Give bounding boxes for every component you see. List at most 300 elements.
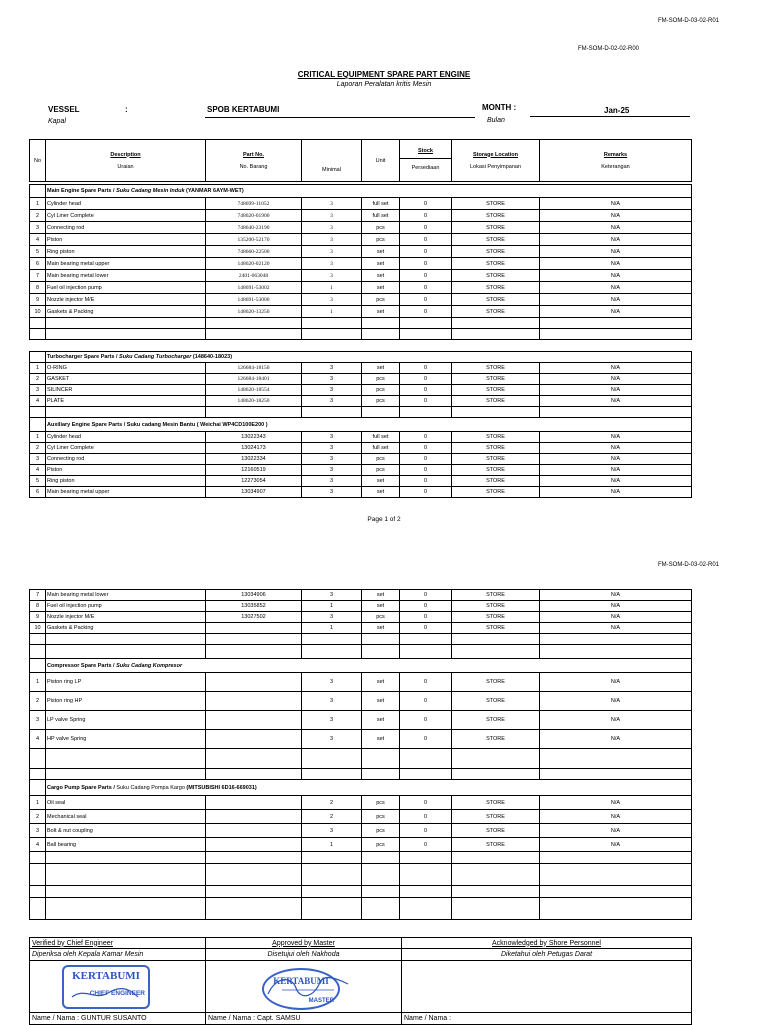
main-engine-row xyxy=(30,246,692,258)
cargo-pump-unit-cell: pcs xyxy=(362,810,400,824)
main-engine-loc-cell: STORE xyxy=(452,294,540,306)
document-subtitle: Laporan Peralatan kritis Mesin xyxy=(336,81,432,88)
compressor-no-cell: 1 xyxy=(30,673,46,692)
compressor-stock-cell: 0 xyxy=(400,692,452,711)
auxiliary-min-cell: 3 xyxy=(302,454,362,465)
main-engine-unit-cell: set xyxy=(362,306,400,318)
auxiliary-cont-rem-cell: N/A xyxy=(540,590,692,601)
turbocharger-rem-cell: N/A xyxy=(540,385,692,396)
auxiliary-cont-rem-cell: N/A xyxy=(540,623,692,634)
auxiliary-cont-min-cell: 3 xyxy=(302,590,362,601)
header-storage xyxy=(452,140,540,182)
stamp1-text-bottom: CHIEF ENGINEER xyxy=(89,990,145,997)
auxiliary-min-cell: 3 xyxy=(302,487,362,498)
cargo-pump-unit-cell: pcs xyxy=(362,838,400,852)
main-engine-no-cell: 9 xyxy=(30,294,46,306)
compressor-desc-cell: Piston ring HP xyxy=(46,692,206,711)
cargo-pump-loc-cell: STORE xyxy=(452,838,540,852)
turbocharger-stock-cell: 0 xyxy=(400,385,452,396)
compressor-desc-cell: LP valve Spring xyxy=(46,711,206,730)
form-code-page2: FM-SOM-D-03-02-R01 xyxy=(658,562,720,568)
compressor-rem-cell: N/A xyxy=(540,730,692,749)
header-minimal: Minimal xyxy=(302,140,362,182)
compressor-rem-cell: N/A xyxy=(540,692,692,711)
main-engine-part-cell: 2401-063048 xyxy=(206,270,302,282)
auxiliary-min-cell: 3 xyxy=(302,443,362,454)
auxiliary-part-cell: 12273054 xyxy=(206,476,302,487)
auxiliary-cont-min-cell: 1 xyxy=(302,601,362,612)
compressor-unit-cell: set xyxy=(362,692,400,711)
auxiliary-cont-min-cell: 1 xyxy=(302,623,362,634)
auxiliary-cont-unit-cell: set xyxy=(362,601,400,612)
header-part-no xyxy=(206,140,302,182)
turbocharger-row xyxy=(30,374,692,385)
main-engine-row xyxy=(30,270,692,282)
compressor-unit-cell: set xyxy=(362,711,400,730)
main-engine-min-cell: 3 xyxy=(302,270,362,282)
auxiliary-no-cell: 1 xyxy=(30,432,46,443)
main-engine-unit-cell: pcs xyxy=(362,234,400,246)
turbocharger-no-cell: 2 xyxy=(30,374,46,385)
compressor-rem-cell: N/A xyxy=(540,673,692,692)
cargo-pump-stock-cell: 0 xyxy=(400,824,452,838)
section-compressor-title: Compressor Spare Parts / Suku Cadang Kompresor xyxy=(46,659,692,673)
compressor-part-cell xyxy=(206,692,302,711)
main-engine-part-cell: 148620-02120 xyxy=(206,258,302,270)
main-engine-unit-cell: set xyxy=(362,282,400,294)
compressor-stock-cell: 0 xyxy=(400,730,452,749)
main-engine-desc-cell: Connecting rod xyxy=(46,222,206,234)
turbocharger-unit-cell: pcs xyxy=(362,374,400,385)
main-engine-desc-cell: Gaskets & Packing xyxy=(46,306,206,318)
main-engine-row xyxy=(30,294,692,306)
turbocharger-unit-cell: pcs xyxy=(362,396,400,407)
auxiliary-stock-cell: 0 xyxy=(400,465,452,476)
main-engine-part-cell: 748699-11052 xyxy=(206,198,302,210)
cargo-pump-part-cell xyxy=(206,796,302,810)
main-engine-loc-cell: STORE xyxy=(452,246,540,258)
compressor-loc-cell: STORE xyxy=(452,730,540,749)
auxiliary-loc-cell: STORE xyxy=(452,465,540,476)
header-row xyxy=(30,140,692,182)
main-engine-row xyxy=(30,234,692,246)
main-engine-rem-cell: N/A xyxy=(540,270,692,282)
main-engine-no-cell: 3 xyxy=(30,222,46,234)
main-engine-desc-cell: Main bearing metal lower xyxy=(46,270,206,282)
chief-engineer-signature-scribble xyxy=(70,985,140,1003)
turbocharger-rem-cell: N/A xyxy=(540,363,692,374)
cargo-pump-part-cell xyxy=(206,838,302,852)
turbocharger-loc-cell: STORE xyxy=(452,374,540,385)
month-value: Jan-25 xyxy=(604,106,630,115)
auxiliary-no-cell: 2 xyxy=(30,443,46,454)
auxiliary-no-cell: 4 xyxy=(30,465,46,476)
main-engine-loc-cell: STORE xyxy=(452,210,540,222)
main-engine-part-cell: 748640-23190 xyxy=(206,222,302,234)
vessel-label: VESSEL xyxy=(48,105,80,114)
auxiliary-cont-row xyxy=(30,623,692,634)
header-stock xyxy=(400,140,452,182)
turbocharger-stock-cell: 0 xyxy=(400,396,452,407)
header-remarks-en: Remarks xyxy=(603,151,628,158)
auxiliary-cont-desc-cell: Main bearing metal lower xyxy=(46,590,206,601)
section-auxiliary xyxy=(30,418,692,432)
auxiliary-min-cell: 3 xyxy=(302,432,362,443)
main-engine-no-cell: 1 xyxy=(30,198,46,210)
turbocharger-unit-cell: set xyxy=(362,363,400,374)
auxiliary-rem-cell: N/A xyxy=(540,487,692,498)
header-stock-id: Persediaan xyxy=(411,165,440,171)
turbocharger-min-cell: 3 xyxy=(302,374,362,385)
main-engine-loc-cell: STORE xyxy=(452,198,540,210)
main-engine-rem-cell: N/A xyxy=(540,198,692,210)
turbocharger-part-cell: 126684-18150 xyxy=(206,363,302,374)
auxiliary-stock-cell: 0 xyxy=(400,443,452,454)
compressor-rem-cell: N/A xyxy=(540,711,692,730)
turbocharger-loc-cell: STORE xyxy=(452,363,540,374)
compressor-min-cell: 3 xyxy=(302,692,362,711)
auxiliary-stock-cell: 0 xyxy=(400,454,452,465)
auxiliary-desc-cell: Piston xyxy=(46,465,206,476)
cargo-pump-no-cell: 1 xyxy=(30,796,46,810)
auxiliary-unit-cell: set xyxy=(362,487,400,498)
main-engine-loc-cell: STORE xyxy=(452,234,540,246)
auxiliary-cont-unit-cell: set xyxy=(362,590,400,601)
auxiliary-loc-cell: STORE xyxy=(452,454,540,465)
auxiliary-no-cell: 3 xyxy=(30,454,46,465)
cargo-pump-row xyxy=(30,838,692,852)
main-engine-rem-cell: N/A xyxy=(540,222,692,234)
approved-by-label: Approved by Master xyxy=(206,938,402,949)
compressor-stock-cell: 0 xyxy=(400,711,452,730)
header-part-no-id: No. Barang xyxy=(239,163,268,170)
main-engine-part-cell: 748660-22500 xyxy=(206,246,302,258)
auxiliary-stock-cell: 0 xyxy=(400,476,452,487)
header-storage-id: Lokasi Penyimpanan xyxy=(469,163,522,170)
compressor-part-cell xyxy=(206,711,302,730)
main-engine-min-cell: 3 xyxy=(302,198,362,210)
header-remarks xyxy=(540,140,692,182)
name-shore: Name / Nama : xyxy=(402,1013,692,1025)
main-engine-min-cell: 3 xyxy=(302,210,362,222)
auxiliary-cont-no-cell: 7 xyxy=(30,590,46,601)
turbocharger-part-cell: 148620-18250 xyxy=(206,396,302,407)
main-engine-unit-cell: full set xyxy=(362,210,400,222)
main-engine-loc-cell: STORE xyxy=(452,282,540,294)
section-main-engine-title: Main Engine Spare Parts / Suku Cadang Mesin Induk (YANMAR 6AYM-WET) xyxy=(46,185,692,198)
header-description-en: Description xyxy=(110,151,141,158)
cargo-pump-rem-cell: N/A xyxy=(540,824,692,838)
auxiliary-cont-unit-cell: pcs xyxy=(362,612,400,623)
auxiliary-desc-cell: Ring piston xyxy=(46,476,206,487)
turbocharger-rem-cell: N/A xyxy=(540,396,692,407)
cargo-pump-row xyxy=(30,796,692,810)
auxiliary-loc-cell: STORE xyxy=(452,476,540,487)
turbocharger-loc-cell: STORE xyxy=(452,396,540,407)
main-engine-stock-cell: 0 xyxy=(400,222,452,234)
section-turbocharger-title: Turbocharger Spare Parts / Suku Cadang Turbocharger (148640-18023) xyxy=(46,352,692,363)
vessel-underline xyxy=(205,117,475,118)
auxiliary-row xyxy=(30,443,692,454)
auxiliary-desc-cell: Cylinder head xyxy=(46,432,206,443)
auxiliary-cont-rem-cell: N/A xyxy=(540,601,692,612)
section-cargo-pump xyxy=(30,780,692,796)
compressor-part-cell xyxy=(206,673,302,692)
main-engine-part-cell: 148691-53002 xyxy=(206,282,302,294)
auxiliary-rem-cell: N/A xyxy=(540,432,692,443)
header-description-id: Uraian xyxy=(117,163,134,170)
cargo-pump-no-cell: 4 xyxy=(30,838,46,852)
main-engine-rem-cell: N/A xyxy=(540,246,692,258)
turbocharger-desc-cell: O-RING xyxy=(46,363,206,374)
auxiliary-unit-cell: pcs xyxy=(362,465,400,476)
auxiliary-desc-cell: Cyl Liner Complete xyxy=(46,443,206,454)
cargo-pump-no-cell: 3 xyxy=(30,824,46,838)
turbocharger-no-cell: 4 xyxy=(30,396,46,407)
main-engine-no-cell: 2 xyxy=(30,210,46,222)
auxiliary-cont-min-cell: 3 xyxy=(302,612,362,623)
compressor-row xyxy=(30,711,692,730)
stamp2-text-bottom: MASTER xyxy=(308,998,334,1004)
main-engine-desc-cell: Nozzle injector M/E xyxy=(46,294,206,306)
section-cargo-pump-title: Cargo Pump Spare Parts / Suku Cadang Pompa Kargo (MITSUBISHI 6D16-669031) xyxy=(46,780,692,796)
compressor-loc-cell: STORE xyxy=(452,673,540,692)
main-engine-stock-cell: 0 xyxy=(400,246,452,258)
auxiliary-cont-loc-cell: STORE xyxy=(452,623,540,634)
turbocharger-desc-cell: SILINCER xyxy=(46,385,206,396)
turbocharger-row xyxy=(30,385,692,396)
compressor-row xyxy=(30,673,692,692)
turbocharger-min-cell: 3 xyxy=(302,363,362,374)
cargo-pump-min-cell: 1 xyxy=(302,838,362,852)
compressor-no-cell: 4 xyxy=(30,730,46,749)
cargo-pump-unit-cell: pcs xyxy=(362,796,400,810)
auxiliary-cont-stock-cell: 0 xyxy=(400,590,452,601)
month-underline xyxy=(530,116,690,117)
section-compressor xyxy=(30,659,692,673)
vessel-value: SPOB KERTABUMI xyxy=(207,105,280,114)
turbocharger-loc-cell: STORE xyxy=(452,385,540,396)
main-engine-stock-cell: 0 xyxy=(400,198,452,210)
main-engine-stock-cell: 0 xyxy=(400,294,452,306)
main-engine-no-cell: 4 xyxy=(30,234,46,246)
compressor-loc-cell: STORE xyxy=(452,692,540,711)
auxiliary-row xyxy=(30,454,692,465)
main-engine-min-cell: 3 xyxy=(302,246,362,258)
auxiliary-cont-stock-cell: 0 xyxy=(400,623,452,634)
spare-part-table-page1 xyxy=(29,139,692,498)
compressor-min-cell: 3 xyxy=(302,730,362,749)
main-engine-stock-cell: 0 xyxy=(400,282,452,294)
form-code-second: FM-SOM-D-02-02-R00 xyxy=(578,46,640,52)
cargo-pump-loc-cell: STORE xyxy=(452,810,540,824)
turbocharger-rem-cell: N/A xyxy=(540,374,692,385)
auxiliary-unit-cell: full set xyxy=(362,432,400,443)
master-signature-scribble xyxy=(262,972,352,1002)
auxiliary-rem-cell: N/A xyxy=(540,454,692,465)
main-engine-min-cell: 1 xyxy=(302,282,362,294)
turbocharger-stock-cell: 0 xyxy=(400,374,452,385)
main-engine-loc-cell: STORE xyxy=(452,306,540,318)
main-engine-stock-cell: 0 xyxy=(400,270,452,282)
auxiliary-cont-no-cell: 9 xyxy=(30,612,46,623)
auxiliary-cont-desc-cell: Nozzle injector M/E xyxy=(46,612,206,623)
auxiliary-unit-cell: full set xyxy=(362,443,400,454)
cargo-pump-stock-cell: 0 xyxy=(400,796,452,810)
turbocharger-row xyxy=(30,396,692,407)
cargo-pump-rem-cell: N/A xyxy=(540,810,692,824)
main-engine-loc-cell: STORE xyxy=(452,222,540,234)
month-label: MONTH : xyxy=(482,103,517,112)
auxiliary-cont-loc-cell: STORE xyxy=(452,590,540,601)
auxiliary-cont-part-cell: 13034906 xyxy=(206,590,302,601)
auxiliary-cont-part-cell: 13027502 xyxy=(206,612,302,623)
cargo-pump-rem-cell: N/A xyxy=(540,838,692,852)
compressor-min-cell: 3 xyxy=(302,711,362,730)
auxiliary-desc-cell: Connecting rod xyxy=(46,454,206,465)
name-chief-engineer: Name / Nama : GUNTUR SUSANTO xyxy=(30,1013,206,1025)
main-engine-no-cell: 6 xyxy=(30,258,46,270)
cargo-pump-desc-cell: Ball bearing xyxy=(46,838,206,852)
main-engine-rem-cell: N/A xyxy=(540,294,692,306)
auxiliary-loc-cell: STORE xyxy=(452,432,540,443)
auxiliary-rem-cell: N/A xyxy=(540,465,692,476)
main-engine-unit-cell: set xyxy=(362,270,400,282)
cargo-pump-row xyxy=(30,810,692,824)
turbocharger-desc-cell: GASKET xyxy=(46,374,206,385)
auxiliary-no-cell: 6 xyxy=(30,487,46,498)
main-engine-unit-cell: full set xyxy=(362,198,400,210)
auxiliary-cont-stock-cell: 0 xyxy=(400,612,452,623)
main-engine-part-cell: 148691-53000 xyxy=(206,294,302,306)
main-engine-no-cell: 5 xyxy=(30,246,46,258)
approved-by-id: Disetujui oleh Nakhoda xyxy=(206,949,402,961)
cargo-pump-stock-cell: 0 xyxy=(400,838,452,852)
auxiliary-loc-cell: STORE xyxy=(452,487,540,498)
verified-by-id: Diperiksa oleh Kepala Kamar Mesin xyxy=(30,949,206,961)
main-engine-desc-cell: Ring piston xyxy=(46,246,206,258)
main-engine-min-cell: 3 xyxy=(302,294,362,306)
main-engine-part-cell: 748620-01900 xyxy=(206,210,302,222)
auxiliary-part-cell: 13022343 xyxy=(206,432,302,443)
auxiliary-rem-cell: N/A xyxy=(540,443,692,454)
main-engine-row xyxy=(30,198,692,210)
acknowledged-by-label: Acknowledged by Shore Personnel xyxy=(402,938,692,949)
main-engine-min-cell: 3 xyxy=(302,234,362,246)
main-engine-rem-cell: N/A xyxy=(540,282,692,294)
main-engine-no-cell: 10 xyxy=(30,306,46,318)
main-engine-desc-cell: Cyl Liner Complete xyxy=(46,210,206,222)
verified-by-label: Verified by Chief Engineer xyxy=(30,938,206,949)
turbocharger-unit-cell: pcs xyxy=(362,385,400,396)
spare-part-table-page2 xyxy=(29,589,692,920)
main-engine-unit-cell: set xyxy=(362,258,400,270)
auxiliary-no-cell: 5 xyxy=(30,476,46,487)
auxiliary-cont-part-cell: 13035852 xyxy=(206,601,302,612)
main-engine-part-cell: 148620-13250 xyxy=(206,306,302,318)
month-label-id: Bulan xyxy=(487,117,505,124)
auxiliary-row xyxy=(30,465,692,476)
stamp2-text-top: KERTABUMI xyxy=(273,976,329,986)
auxiliary-cont-loc-cell: STORE xyxy=(452,612,540,623)
form-code-top: FM-SOM-D-03-02-R01 xyxy=(658,18,720,24)
cargo-pump-desc-cell: Mechanical seal xyxy=(46,810,206,824)
header-remarks-id: Keterangan xyxy=(601,163,630,170)
turbocharger-no-cell: 1 xyxy=(30,363,46,374)
auxiliary-part-cell: 13022334 xyxy=(206,454,302,465)
stamp1-text-top: KERTABUMI xyxy=(72,970,140,982)
main-engine-unit-cell: set xyxy=(362,246,400,258)
name-master: Name / Nama : Capt. SAMSU xyxy=(206,1013,402,1025)
auxiliary-cont-row xyxy=(30,590,692,601)
header-stock-en: Stock xyxy=(400,144,451,159)
main-engine-row xyxy=(30,210,692,222)
turbocharger-no-cell: 3 xyxy=(30,385,46,396)
auxiliary-min-cell: 3 xyxy=(302,476,362,487)
main-engine-desc-cell: Fuel oil injection pump xyxy=(46,282,206,294)
turbocharger-desc-cell: PLATE xyxy=(46,396,206,407)
main-engine-part-cell: 135200-52170 xyxy=(206,234,302,246)
auxiliary-cont-stock-cell: 0 xyxy=(400,601,452,612)
auxiliary-cont-no-cell: 8 xyxy=(30,601,46,612)
main-engine-loc-cell: STORE xyxy=(452,258,540,270)
auxiliary-cont-row xyxy=(30,612,692,623)
auxiliary-desc-cell: Main bearing metal upper xyxy=(46,487,206,498)
main-engine-desc-cell: Cylinder head xyxy=(46,198,206,210)
cargo-pump-part-cell xyxy=(206,810,302,824)
page-number: Page 1 of 2 xyxy=(367,516,401,523)
compressor-desc-cell: Piston ring LP xyxy=(46,673,206,692)
cargo-pump-part-cell xyxy=(206,824,302,838)
auxiliary-part-cell: 12160519 xyxy=(206,465,302,476)
cargo-pump-loc-cell: STORE xyxy=(452,824,540,838)
compressor-unit-cell: set xyxy=(362,673,400,692)
main-engine-min-cell: 1 xyxy=(302,306,362,318)
header-description xyxy=(46,140,206,182)
main-engine-stock-cell: 0 xyxy=(400,234,452,246)
turbocharger-row xyxy=(30,363,692,374)
main-engine-loc-cell: STORE xyxy=(452,270,540,282)
main-engine-row xyxy=(30,282,692,294)
acknowledged-by-id: Diketahui oleh Petugas Darat xyxy=(402,949,692,961)
main-engine-row xyxy=(30,306,692,318)
compressor-loc-cell: STORE xyxy=(452,711,540,730)
header-storage-en: Storage Location xyxy=(473,151,518,158)
cargo-pump-desc-cell: Oil seal xyxy=(46,796,206,810)
auxiliary-stock-cell: 0 xyxy=(400,487,452,498)
compressor-min-cell: 3 xyxy=(302,673,362,692)
header-no: No xyxy=(30,140,46,182)
turbocharger-min-cell: 3 xyxy=(302,385,362,396)
header-part-no-en: Part No. xyxy=(242,151,265,158)
auxiliary-row xyxy=(30,476,692,487)
main-engine-row xyxy=(30,222,692,234)
auxiliary-min-cell: 3 xyxy=(302,465,362,476)
compressor-unit-cell: set xyxy=(362,730,400,749)
cargo-pump-stock-cell: 0 xyxy=(400,810,452,824)
auxiliary-loc-cell: STORE xyxy=(452,443,540,454)
auxiliary-cont-rem-cell: N/A xyxy=(540,612,692,623)
compressor-part-cell xyxy=(206,730,302,749)
compressor-no-cell: 2 xyxy=(30,692,46,711)
compressor-row xyxy=(30,730,692,749)
cargo-pump-row xyxy=(30,824,692,838)
main-engine-min-cell: 3 xyxy=(302,222,362,234)
main-engine-stock-cell: 0 xyxy=(400,306,452,318)
compressor-stock-cell: 0 xyxy=(400,673,452,692)
cargo-pump-desc-cell: Bolt & nut coupling xyxy=(46,824,206,838)
auxiliary-cont-loc-cell: STORE xyxy=(452,601,540,612)
